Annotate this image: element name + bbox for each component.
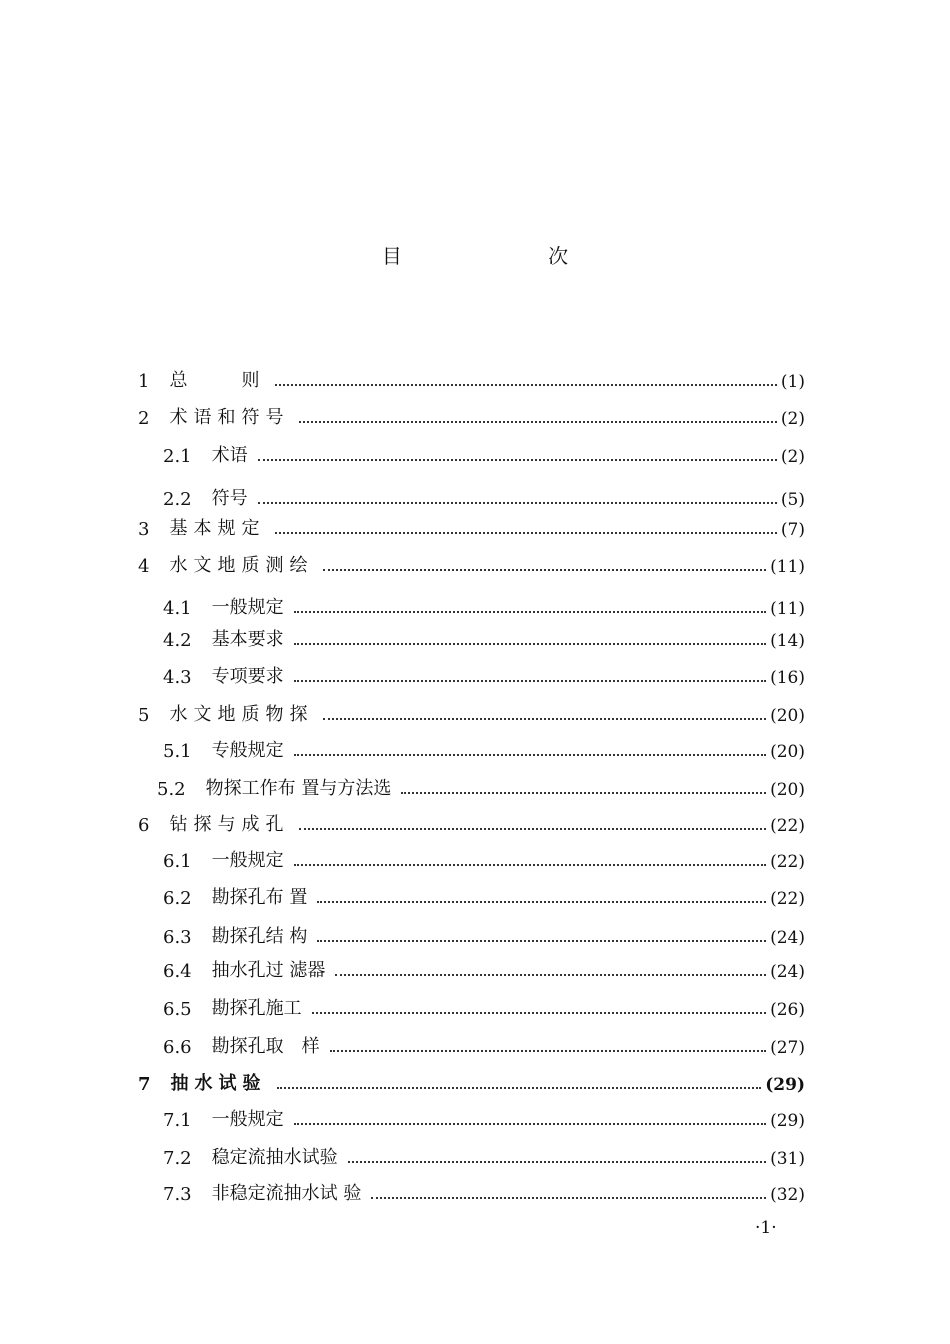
toc-entry-number: 6.3 bbox=[163, 927, 192, 948]
toc-entry-label: 勘探孔结 构 bbox=[211, 926, 308, 947]
leader-dots bbox=[371, 1196, 766, 1199]
toc-entry-page: (24) bbox=[770, 962, 805, 982]
leader-dots bbox=[299, 827, 766, 830]
toc-entry[interactable] bbox=[0, 734, 950, 762]
toc-entry-page: (20) bbox=[770, 706, 805, 726]
leader-dots bbox=[258, 458, 777, 461]
toc-entry-page: (14) bbox=[770, 631, 805, 651]
toc-entry[interactable] bbox=[0, 364, 950, 392]
toc-entry-number: 1 bbox=[138, 371, 150, 392]
toc-entry[interactable] bbox=[0, 439, 950, 467]
toc-entry[interactable] bbox=[0, 1030, 950, 1058]
toc-entry-page: (26) bbox=[770, 1000, 805, 1020]
toc-entry-page: (20) bbox=[770, 780, 805, 800]
toc-entry-number: 6.6 bbox=[163, 1037, 192, 1058]
toc-entry-number: 4 bbox=[138, 556, 150, 577]
toc-entry-label: 钻探与成孔 bbox=[169, 814, 290, 835]
leader-dots bbox=[330, 1049, 766, 1052]
leader-dots bbox=[317, 939, 766, 942]
leader-dots bbox=[323, 568, 766, 571]
leader-dots bbox=[294, 642, 766, 645]
toc-entry-page: (1) bbox=[780, 372, 805, 392]
toc-entry[interactable] bbox=[0, 992, 950, 1020]
toc-entry[interactable] bbox=[0, 920, 950, 948]
toc-entry-page: (5) bbox=[780, 490, 805, 510]
toc-entry[interactable] bbox=[0, 698, 950, 726]
toc-entry[interactable] bbox=[0, 808, 950, 836]
toc-entry-number: 7.2 bbox=[163, 1148, 192, 1169]
toc-entry-number: 2 bbox=[138, 408, 150, 429]
toc-entry-page: (22) bbox=[770, 889, 805, 909]
leader-dots bbox=[348, 1160, 766, 1163]
leader-dots bbox=[294, 610, 766, 613]
toc-entry[interactable] bbox=[0, 881, 950, 909]
toc-entry-page: (24) bbox=[770, 928, 805, 948]
toc-entry-number: 4.1 bbox=[163, 598, 192, 619]
toc-entry-number: 5.2 bbox=[157, 779, 186, 800]
toc-entry-number: 6.5 bbox=[163, 999, 192, 1020]
toc-entry-label: 勘探孔布 置 bbox=[211, 887, 308, 908]
leader-dots bbox=[258, 501, 777, 504]
toc-entry-label: 水文地质测绘 bbox=[169, 555, 314, 576]
toc-entry-label: 基本规定 bbox=[169, 518, 266, 539]
toc-entry-number: 6 bbox=[138, 815, 150, 836]
toc-entry[interactable] bbox=[0, 660, 950, 688]
toc-entry-page: (29) bbox=[765, 1075, 805, 1095]
leader-dots bbox=[294, 863, 766, 866]
leader-dots bbox=[312, 1011, 766, 1014]
toc-entry[interactable] bbox=[0, 549, 950, 577]
toc-entry-number: 4.3 bbox=[163, 667, 192, 688]
toc-entry[interactable] bbox=[0, 482, 950, 510]
toc-entry-label: 符号 bbox=[211, 488, 248, 509]
toc-entry[interactable] bbox=[0, 1067, 950, 1095]
toc-entry[interactable] bbox=[0, 1103, 950, 1131]
toc-entry-number: 2.1 bbox=[163, 446, 192, 467]
toc-entry-label: 物探工作布 置与方法选 bbox=[205, 778, 392, 799]
toc-entry[interactable] bbox=[0, 401, 950, 429]
leader-dots bbox=[275, 383, 776, 386]
toc-entry[interactable] bbox=[0, 954, 950, 982]
toc-entry-number: 7.3 bbox=[163, 1184, 192, 1205]
toc-entry-page: (32) bbox=[770, 1185, 805, 1205]
toc-entry[interactable] bbox=[0, 512, 950, 540]
toc-entry-page: (2) bbox=[780, 409, 805, 429]
toc-entry-number: 7 bbox=[138, 1074, 151, 1095]
toc-entry-page: (7) bbox=[780, 520, 805, 540]
toc-entry-page: (27) bbox=[770, 1038, 805, 1058]
toc-entry-label: 术语和符号 bbox=[169, 407, 290, 428]
leader-dots bbox=[294, 753, 766, 756]
toc-entry-number: 5.1 bbox=[163, 741, 192, 762]
leader-dots bbox=[294, 679, 766, 682]
toc-entry-page: (22) bbox=[770, 852, 805, 872]
toc-entry-number: 6.4 bbox=[163, 961, 192, 982]
toc-entry-number: 6.2 bbox=[163, 888, 192, 909]
page-number: ·1· bbox=[755, 1218, 777, 1238]
leader-dots bbox=[335, 973, 766, 976]
toc-entry[interactable] bbox=[0, 1141, 950, 1169]
toc-entry-page: (11) bbox=[770, 557, 805, 577]
toc-title: 目 次 bbox=[381, 244, 639, 268]
toc-entry-label: 专般规定 bbox=[211, 740, 284, 761]
toc-entry-page: (11) bbox=[770, 599, 805, 619]
toc-entry-label: 专项要求 bbox=[211, 666, 284, 687]
toc-entry-number: 4.2 bbox=[163, 630, 192, 651]
toc-entry-page: (16) bbox=[770, 668, 805, 688]
toc-entry-label: 勘探孔施工 bbox=[211, 998, 302, 1019]
toc-entry-label: 勘探孔取 样 bbox=[211, 1036, 320, 1057]
toc-entry-label: 稳定流抽水试验 bbox=[211, 1147, 338, 1168]
toc-entry-page: (22) bbox=[770, 816, 805, 836]
toc-entry-label: 抽水孔过 滤器 bbox=[211, 960, 326, 981]
toc-entry-label: 水文地质物探 bbox=[169, 704, 314, 725]
leader-dots bbox=[277, 1086, 762, 1089]
toc-entry-number: 7.1 bbox=[163, 1110, 192, 1131]
toc-entry[interactable] bbox=[0, 844, 950, 872]
toc-entry-label: 基本要求 bbox=[211, 629, 284, 650]
toc-entry[interactable] bbox=[0, 623, 950, 651]
toc-entry-page: (20) bbox=[770, 742, 805, 762]
leader-dots bbox=[323, 717, 766, 720]
toc-entry-page: (29) bbox=[770, 1111, 805, 1131]
leader-dots bbox=[317, 900, 766, 903]
toc-entry-label: 一般规定 bbox=[211, 597, 284, 618]
toc-entry-label: 一般规定 bbox=[211, 1109, 284, 1130]
toc-entry-label: 一般规定 bbox=[211, 850, 284, 871]
leader-dots bbox=[401, 791, 766, 794]
leader-dots bbox=[299, 420, 776, 423]
toc-entry-number: 6.1 bbox=[163, 851, 192, 872]
toc-entry-page: (31) bbox=[770, 1149, 805, 1169]
toc-entry-label: 抽水试验 bbox=[170, 1073, 267, 1094]
toc-entry[interactable] bbox=[0, 772, 950, 800]
toc-entry-number: 3 bbox=[138, 519, 150, 540]
toc-entry-label: 非稳定流抽水试 验 bbox=[211, 1183, 362, 1204]
leader-dots bbox=[294, 1122, 766, 1125]
toc-entry-label: 术语 bbox=[211, 445, 248, 466]
toc-entry-page: (2) bbox=[780, 447, 805, 467]
toc-entry-label: 总 则 bbox=[169, 370, 266, 391]
toc-entry-number: 2.2 bbox=[163, 489, 192, 510]
toc-entry-number: 5 bbox=[138, 705, 150, 726]
toc-entry[interactable] bbox=[0, 1177, 950, 1205]
toc-entry[interactable] bbox=[0, 591, 950, 619]
leader-dots bbox=[275, 531, 776, 534]
